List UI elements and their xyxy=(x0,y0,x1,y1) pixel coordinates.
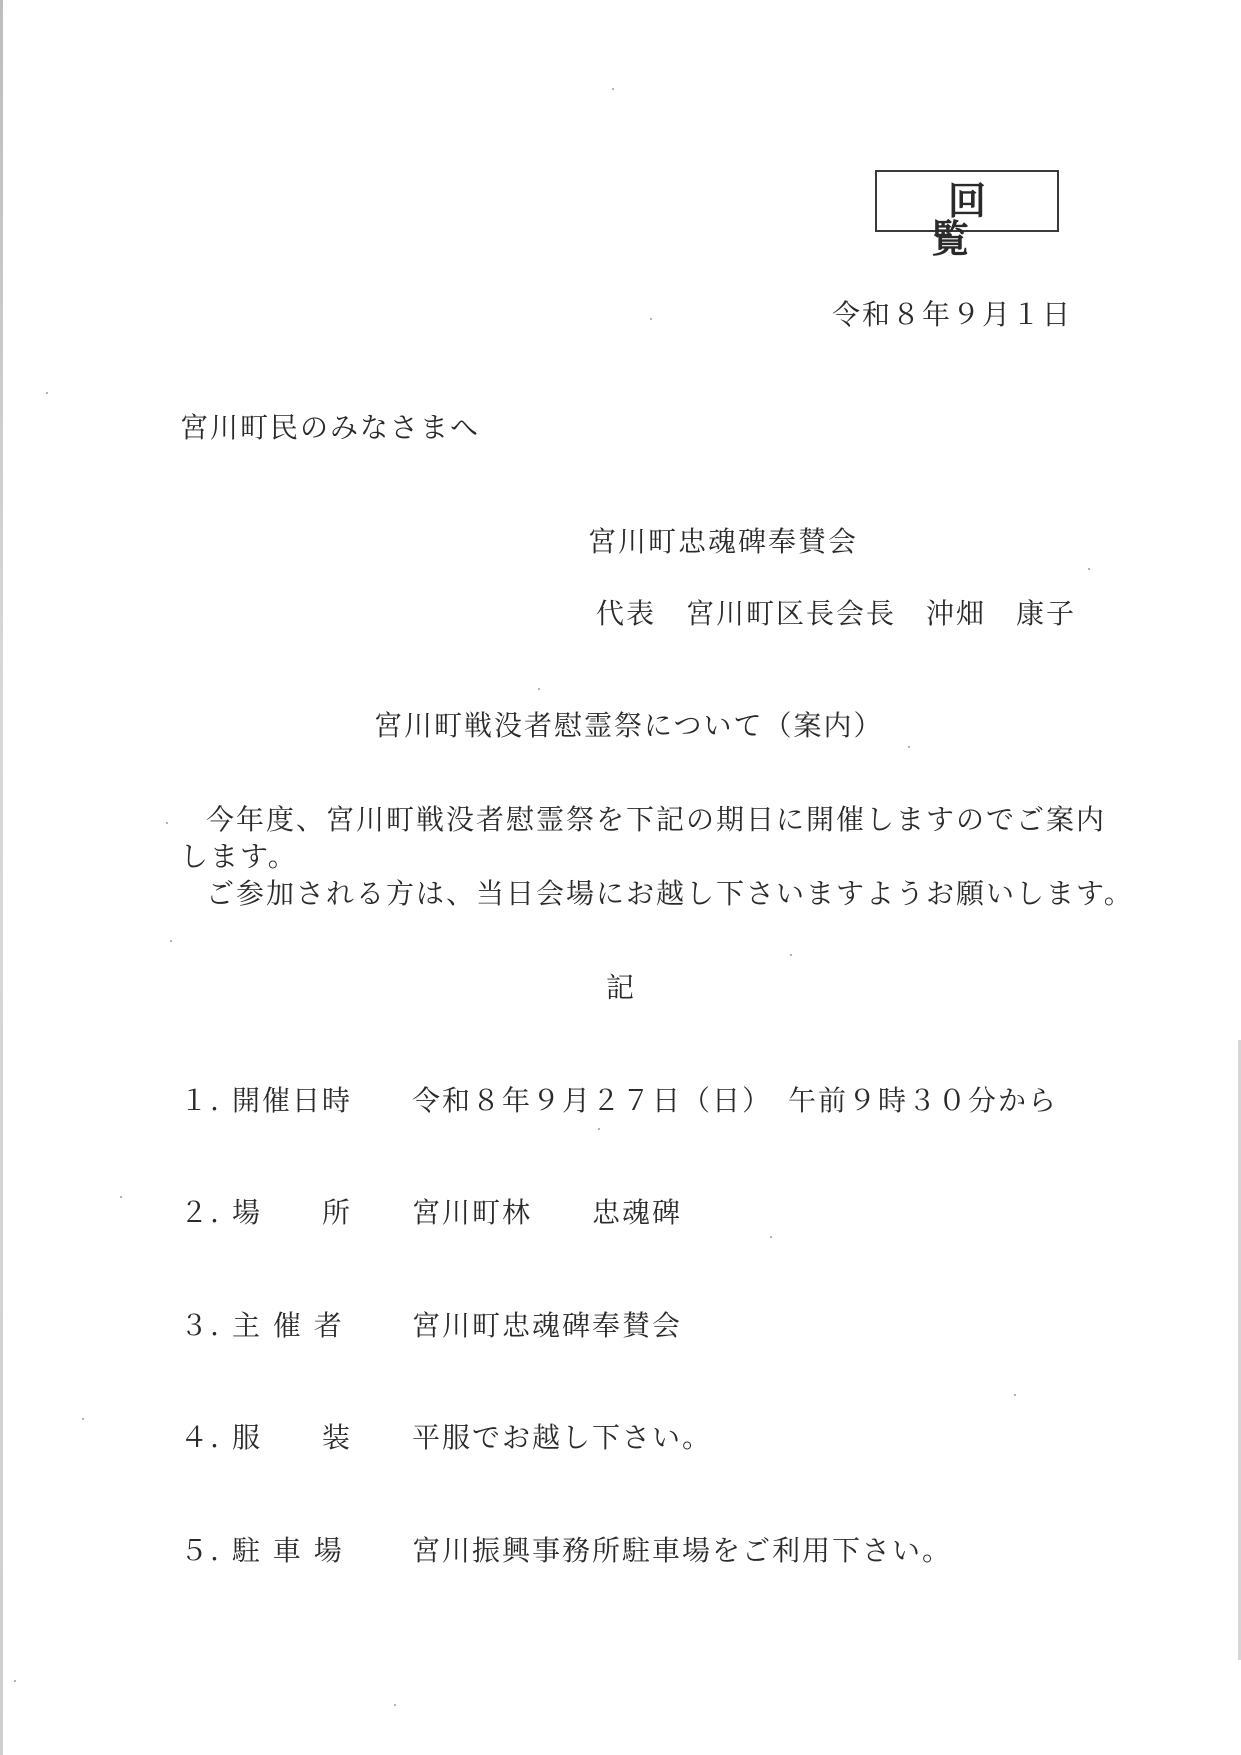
ki-heading: 記 xyxy=(606,971,637,1004)
item-number: ５. xyxy=(180,1534,221,1567)
item-value: 宮川振興事務所駐車場をご利用下さい。 xyxy=(412,1534,953,1567)
scan-speck xyxy=(598,1128,600,1130)
scan-speck xyxy=(394,1704,396,1706)
circulation-stamp-text: 回 覧 xyxy=(930,178,1093,261)
item-label: 主 催 者 xyxy=(232,1309,344,1342)
body-paragraph-1-line-1: 今年度、宮川町戦没者慰霊祭を下記の期日に開催しますのでご案内 xyxy=(206,803,1107,836)
scan-edge-left xyxy=(0,0,3,1755)
scan-speck xyxy=(790,954,792,956)
scan-speck xyxy=(1088,568,1090,570)
item-number: １. xyxy=(180,1084,221,1117)
item-label: 開催日時 xyxy=(232,1084,353,1117)
item-value: 平服でお越し下さい。 xyxy=(412,1421,713,1454)
circulation-stamp xyxy=(875,170,1093,261)
scan-speck xyxy=(82,1418,84,1420)
scan-speck xyxy=(538,688,540,690)
scan-speck xyxy=(908,746,910,748)
item-value: 令和８年９月２７日（日） 午前９時３０分から xyxy=(412,1084,1059,1117)
item-label: 服 装 xyxy=(232,1421,353,1454)
item-number: ２. xyxy=(180,1196,221,1229)
body-paragraph-2: ご参加される方は、当日会場にお越し下さいますようお願いします。 xyxy=(206,877,1134,910)
scan-speck xyxy=(166,822,168,824)
scan-speck xyxy=(650,318,652,320)
item-value: 宮川町忠魂碑奉賛会 xyxy=(412,1309,683,1342)
item-number: ３. xyxy=(180,1309,221,1342)
item-label: 場 所 xyxy=(232,1196,353,1229)
scan-speck xyxy=(120,1196,122,1198)
item-label: 駐 車 場 xyxy=(232,1534,344,1567)
body-paragraph-1-line-2: します。 xyxy=(180,840,298,873)
sender-organization: 宮川町忠魂碑奉賛会 xyxy=(588,525,859,558)
item-number: ４. xyxy=(180,1421,221,1454)
scan-speck xyxy=(612,88,614,90)
scan-speck xyxy=(14,1680,16,1682)
document-subject: 宮川町戦没者慰霊祭について（案内） xyxy=(374,709,884,742)
scan-speck xyxy=(46,392,48,394)
document-date: 令和８年９月１日 xyxy=(832,298,1073,331)
scan-speck xyxy=(1014,1394,1016,1396)
scan-speck xyxy=(170,940,172,942)
recipient-line: 宮川町民のみなさまへ xyxy=(180,411,481,444)
scan-speck xyxy=(770,1236,772,1238)
item-value: 宮川町林 忠魂碑 xyxy=(412,1196,683,1229)
sender-representative: 代表 宮川町区長会長 沖畑 康子 xyxy=(596,597,1077,630)
